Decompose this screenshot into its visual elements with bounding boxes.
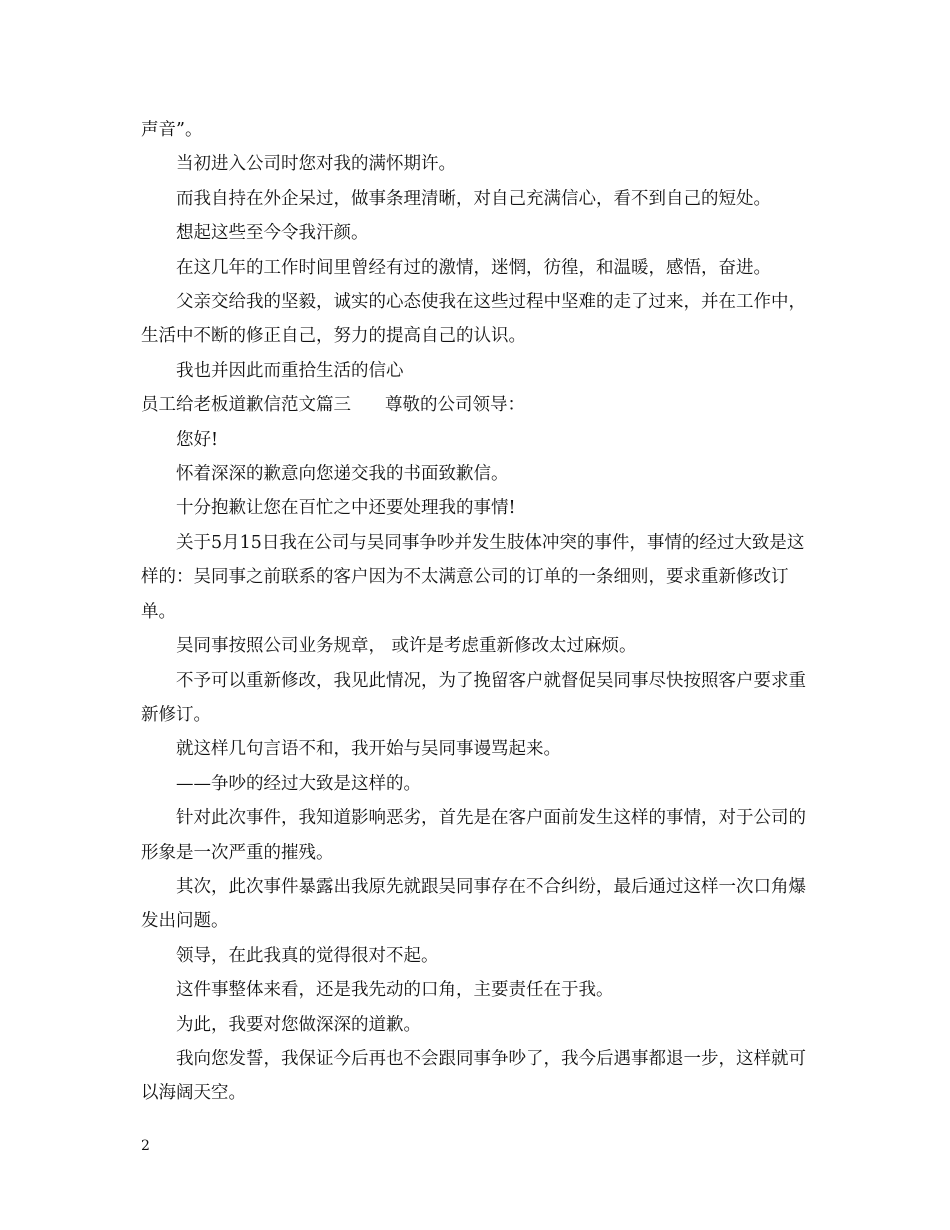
paragraph-greeting: 您好! xyxy=(176,429,219,450)
paragraph-3: 而我自持在外企呆过，做事条理清晰，对自己充满信心，看不到自己的短处。 xyxy=(176,188,771,209)
paragraph-13: 吴同事按照公司业务规章， 或许是考虑重新修改太过麻烦。 xyxy=(176,636,637,657)
paragraph-11: 十分抱歉让您在百忙之中还要处理我的事情! xyxy=(176,498,516,519)
paragraph-16: ——争吵的经过大致是这样的。 xyxy=(176,773,421,794)
section-title: 员工给老板道歉信范文篇三 xyxy=(141,395,351,416)
paragraph-12: 关于5月15日我在公司与吴同事争吵并发生肢体冲突的事件，事情的经过大致是这样的：吴同事之前联系的客户因为不太满意公司的订单的一条细则，要求重新修改订单。 xyxy=(141,532,805,622)
section-heading-line xyxy=(141,388,811,422)
paragraph-1: 声音”。 xyxy=(141,120,203,140)
paragraph-5: 在这几年的工作时间里曾经有过的激情，迷惘，彷徨，和温暖，感悟，奋进。 xyxy=(176,257,771,278)
paragraph-20: 这件事整体来看，还是我先动的口角，主要责任在于我。 xyxy=(176,980,614,1001)
paragraph-17: 针对此次事件，我知道影响恶劣，首先是在客户面前发生这样的事情，对于公司的形象是一次严重的摧残。 xyxy=(141,808,806,863)
paragraph-14: 不予可以重新修改，我见此情况，为了挽留客户就督促吴同事尽快按照客户要求重新修订。 xyxy=(141,670,806,725)
paragraph-7: 我也并因此而重拾生活的信心 xyxy=(176,360,404,381)
paragraph-22: 我向您发誓，我保证今后再也不会跟同事争吵了，我今后遇事都退一步，这样就可以海阔天空。 xyxy=(141,1048,806,1104)
salutation: 尊敬的公司领导： xyxy=(385,395,525,416)
paragraph-6: 父亲交给我的坚毅，诚实的心态使我在这些过程中坚难的走了过来，并在工作中，生活中不断的修正自己，努力的提高自己的认识。 xyxy=(141,292,806,347)
paragraph-10: 怀着深深的歉意向您递交我的书面致歉信。 xyxy=(176,464,509,485)
page-number: 2 xyxy=(141,1138,150,1154)
paragraph-4: 想起这些至今令我汗颜。 xyxy=(176,223,369,244)
paragraph-21: 为此，我要对您做深深的道歉。 xyxy=(176,1014,421,1035)
document-body xyxy=(141,113,811,1111)
paragraph-2: 当初进入公司时您对我的满怀期许。 xyxy=(176,154,456,175)
paragraph-15: 就这样几句言语不和，我开始与吴同事谩骂起来。 xyxy=(176,739,561,760)
paragraph-18: 其次，此次事件暴露出我原先就跟吴同事存在不合纠纷，最后通过这样一次口角爆发出问题。 xyxy=(141,876,806,932)
paragraph-19: 领导，在此我真的觉得很对不起。 xyxy=(176,945,439,966)
